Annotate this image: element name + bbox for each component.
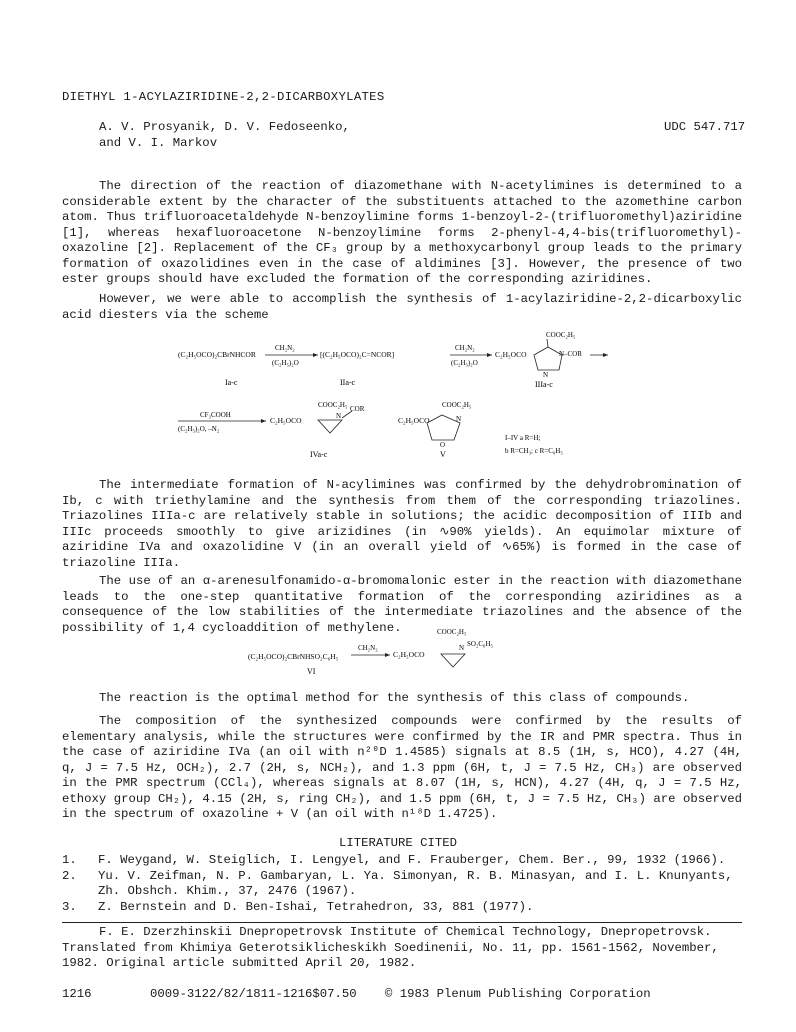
oxazoline-ester: COOC₂H₅	[442, 401, 472, 409]
triazoline-ester: COOC₂H₅	[546, 331, 576, 339]
compound-label: V	[440, 450, 446, 459]
scheme-intermediate: [(C₂H₅OCO)₂C=NCOR]	[320, 350, 395, 359]
article-title: DIETHYL 1-ACYLAZIRIDINE-2,2-DICARBOXYLATES	[62, 90, 385, 104]
reference-number: 1.	[62, 853, 77, 867]
oxazoline-o: O	[440, 441, 446, 449]
reaction-scheme-2	[245, 624, 605, 679]
reagent-top: CH₂N₂	[455, 344, 475, 352]
triazoline-substituent: C₂H₅OCO	[495, 350, 527, 359]
triazoline-n-acyl: N–COR	[559, 350, 582, 358]
arrow-head	[603, 353, 608, 357]
compound-label: IIa-c	[340, 378, 356, 387]
body-paragraph: The intermediate formation of N-acylimines was confirmed by the dehydrobromination of Ib, c with triethylamine and the synthesis from them of the corresponding triazolines. Triazolines IIIa-c are relatively stable in solutions; the acidic decomposition of IIIb and IIIc proceeds smoothly to give arizidines (in ∿90% yields). An equimolar mixture of aziridine IVa and oxazolidine V (in an overall yield of ∿65%) is formed in the case of triazoline IIIa.	[62, 478, 742, 570]
reagent-bottom: (C₂H₅)₂O, –N₂	[178, 425, 220, 433]
compound-label: IVa-c	[310, 450, 328, 459]
author-line: and V. I. Markov	[99, 135, 218, 150]
aziridine-ring	[318, 420, 342, 433]
reagent-top: CH₂N₂	[358, 644, 378, 652]
author-line: A. V. Prosyanik, D. V. Fedoseenko,	[99, 120, 350, 134]
aziridine-substituent: C₂H₅OCO	[270, 416, 302, 425]
reference-list	[62, 853, 762, 915]
reference-text: F. Weygand, W. Steiglich, I. Lengyel, and F. Frauberger, Chem. Ber., 99, 1932 (1966).	[98, 853, 726, 867]
aziridine-acyl: COR	[350, 405, 365, 413]
reference-number: 2.	[62, 868, 77, 883]
aziridine-ring	[441, 654, 465, 667]
triazoline-ring	[534, 347, 562, 370]
reference-item	[62, 853, 762, 869]
compound-label: Ia-c	[225, 378, 238, 387]
reference-number: 3.	[62, 899, 77, 914]
body-paragraph: The reaction is the optimal method for the synthesis of this class of compounds.	[99, 691, 690, 705]
footnote-divider	[62, 922, 742, 923]
author-list	[99, 120, 350, 151]
substituent-legend: b R=CH₃; c R=C₆H₅	[505, 447, 563, 455]
arrow-head	[487, 353, 492, 357]
scheme-reactant: (C₂H₅OCO)₂CBrNHSO₂C₆H₅	[248, 652, 339, 661]
body-paragraph: The use of an α-arenesulfonamido-α-bromomalonic ester in the reaction with diazomethane leads to the one-step quantitative formation of the corresponding aziridines as a consequence of the low stabilities of the intermediate triazolines and the absence of the possibility of 1,4 cycloaddition of methylene.	[62, 574, 742, 635]
body-paragraph: The direction of the reaction of diazomethane with N-acetylimines is determined to a considerable extent by the character of the substituents attached to the azomethine carbon atom. Thus trifluoroacetaldehyde N-benzoylimine forms 1-benzoyl-2-(trifluoromethyl)aziridine [1], whereas hexafluoroacetone N-benzoylimine forms 2-phenyl-4,4-bis(trifluoromethyl)-oxazoline [2]. Replacement of the CF₃ group by a methoxycarbonyl group leads to the primary formation of oxazolidines even in the case of aldimines [3]. However, the presence of two ester groups should have excluded the formation of the corresponding aziridines.	[62, 179, 742, 286]
arrow-head	[385, 653, 390, 657]
body-paragraph: The composition of the synthesized compounds were confirmed by the results of elementary analysis, while the structures were confirmed by the IR and PMR spectra. Thus in the case of aziridine IVa (an oil with n²⁰D 1.4585) signals at 8.5 (1H, s, HCO), 4.27 (4H, q, J = 7.5 Hz, OCH₂), 2.7 (2H, s, NCH₂), and 1.3 ppm (6H, t, J = 7.5 Hz, CH₃) are observed in the PMR spectrum (CCl₄), whereas signals at 8.07 (1H, s, HCN), 4.27 (4H, q, J = 7.5 Hz, ethoxy group CH₂), 4.15 (2H, s, ring CH₂), and 1.5 ppm (6H, t, J = 7.5 Hz, CH₃) are observed in the spectrum of oxazoline + V (an oil with n¹⁸D 1.4725).	[62, 714, 742, 821]
reaction-scheme-1	[170, 325, 690, 465]
compound-label: IIIa-c	[535, 380, 553, 389]
journal-code: 0009-3122/82/1811-1216$07.50	[150, 987, 357, 1001]
aziridine-ester: COOC₂H₅	[437, 628, 467, 636]
reagent-top: CF₃COOH	[200, 411, 231, 419]
reference-text: Z. Bernstein and D. Ben-Ishai, Tetrahedron, 33, 881 (1977).	[98, 899, 534, 914]
compound-label: VI	[307, 667, 316, 676]
aziridine-n: N	[459, 644, 465, 652]
reagent-bottom: (C₂H₅)₂O	[272, 359, 299, 367]
reagent-top: CH₂N₂	[275, 344, 295, 352]
substituent-legend: I–IV a R=H;	[505, 434, 541, 442]
aziridine-ester: COOC₂H₅	[318, 401, 348, 409]
ring-bond	[547, 339, 548, 347]
aziridine-substituent: C₂H₅OCO	[393, 650, 425, 659]
udc-code: UDC 547.717	[664, 120, 746, 134]
body-paragraph: However, we were able to accomplish the synthesis of 1-acylaziridine-2,2-dicarboxylic acid diesters via the scheme	[62, 292, 742, 322]
scheme-reactant: (C₂H₅OCO)₂CBrNHCOR	[178, 350, 256, 359]
oxazoline-n: N	[456, 415, 462, 423]
triazoline-n: N	[543, 371, 549, 379]
arrow-head	[313, 353, 318, 357]
reference-text: Yu. V. Zeifman, N. P. Gambaryan, L. Ya. Simonyan, R. B. Minasyan, and I. L. Knunyants, Zh. Obshch. Khim., 37, 2476 (1967).	[98, 868, 733, 898]
aziridine-n: N	[336, 412, 342, 420]
reagent-bottom: (C₂H₅)₂O	[451, 359, 478, 367]
reference-item	[62, 869, 762, 900]
arrow-head	[261, 419, 266, 423]
page-number: 1216	[62, 987, 92, 1001]
oxazoline-substituent: C₂H₅OCO	[398, 416, 430, 425]
affiliation-note: F. E. Dzerzhinskii Dnepropetrovsk Institute of Chemical Technology, Dnepropetrovsk. Translated from Khimiya Geterotsiklicheskikh Soedinenii, No. 11, pp. 1561-1562, November, 1982. Original article submitted April 20, 1982.	[62, 925, 719, 970]
reference-item	[62, 900, 762, 916]
copyright-notice: © 1983 Plenum Publishing Corporation	[385, 987, 651, 1001]
literature-heading: LITERATURE CITED	[338, 836, 458, 850]
aziridine-sulfonyl: SO₂C₆H₅	[467, 640, 493, 648]
